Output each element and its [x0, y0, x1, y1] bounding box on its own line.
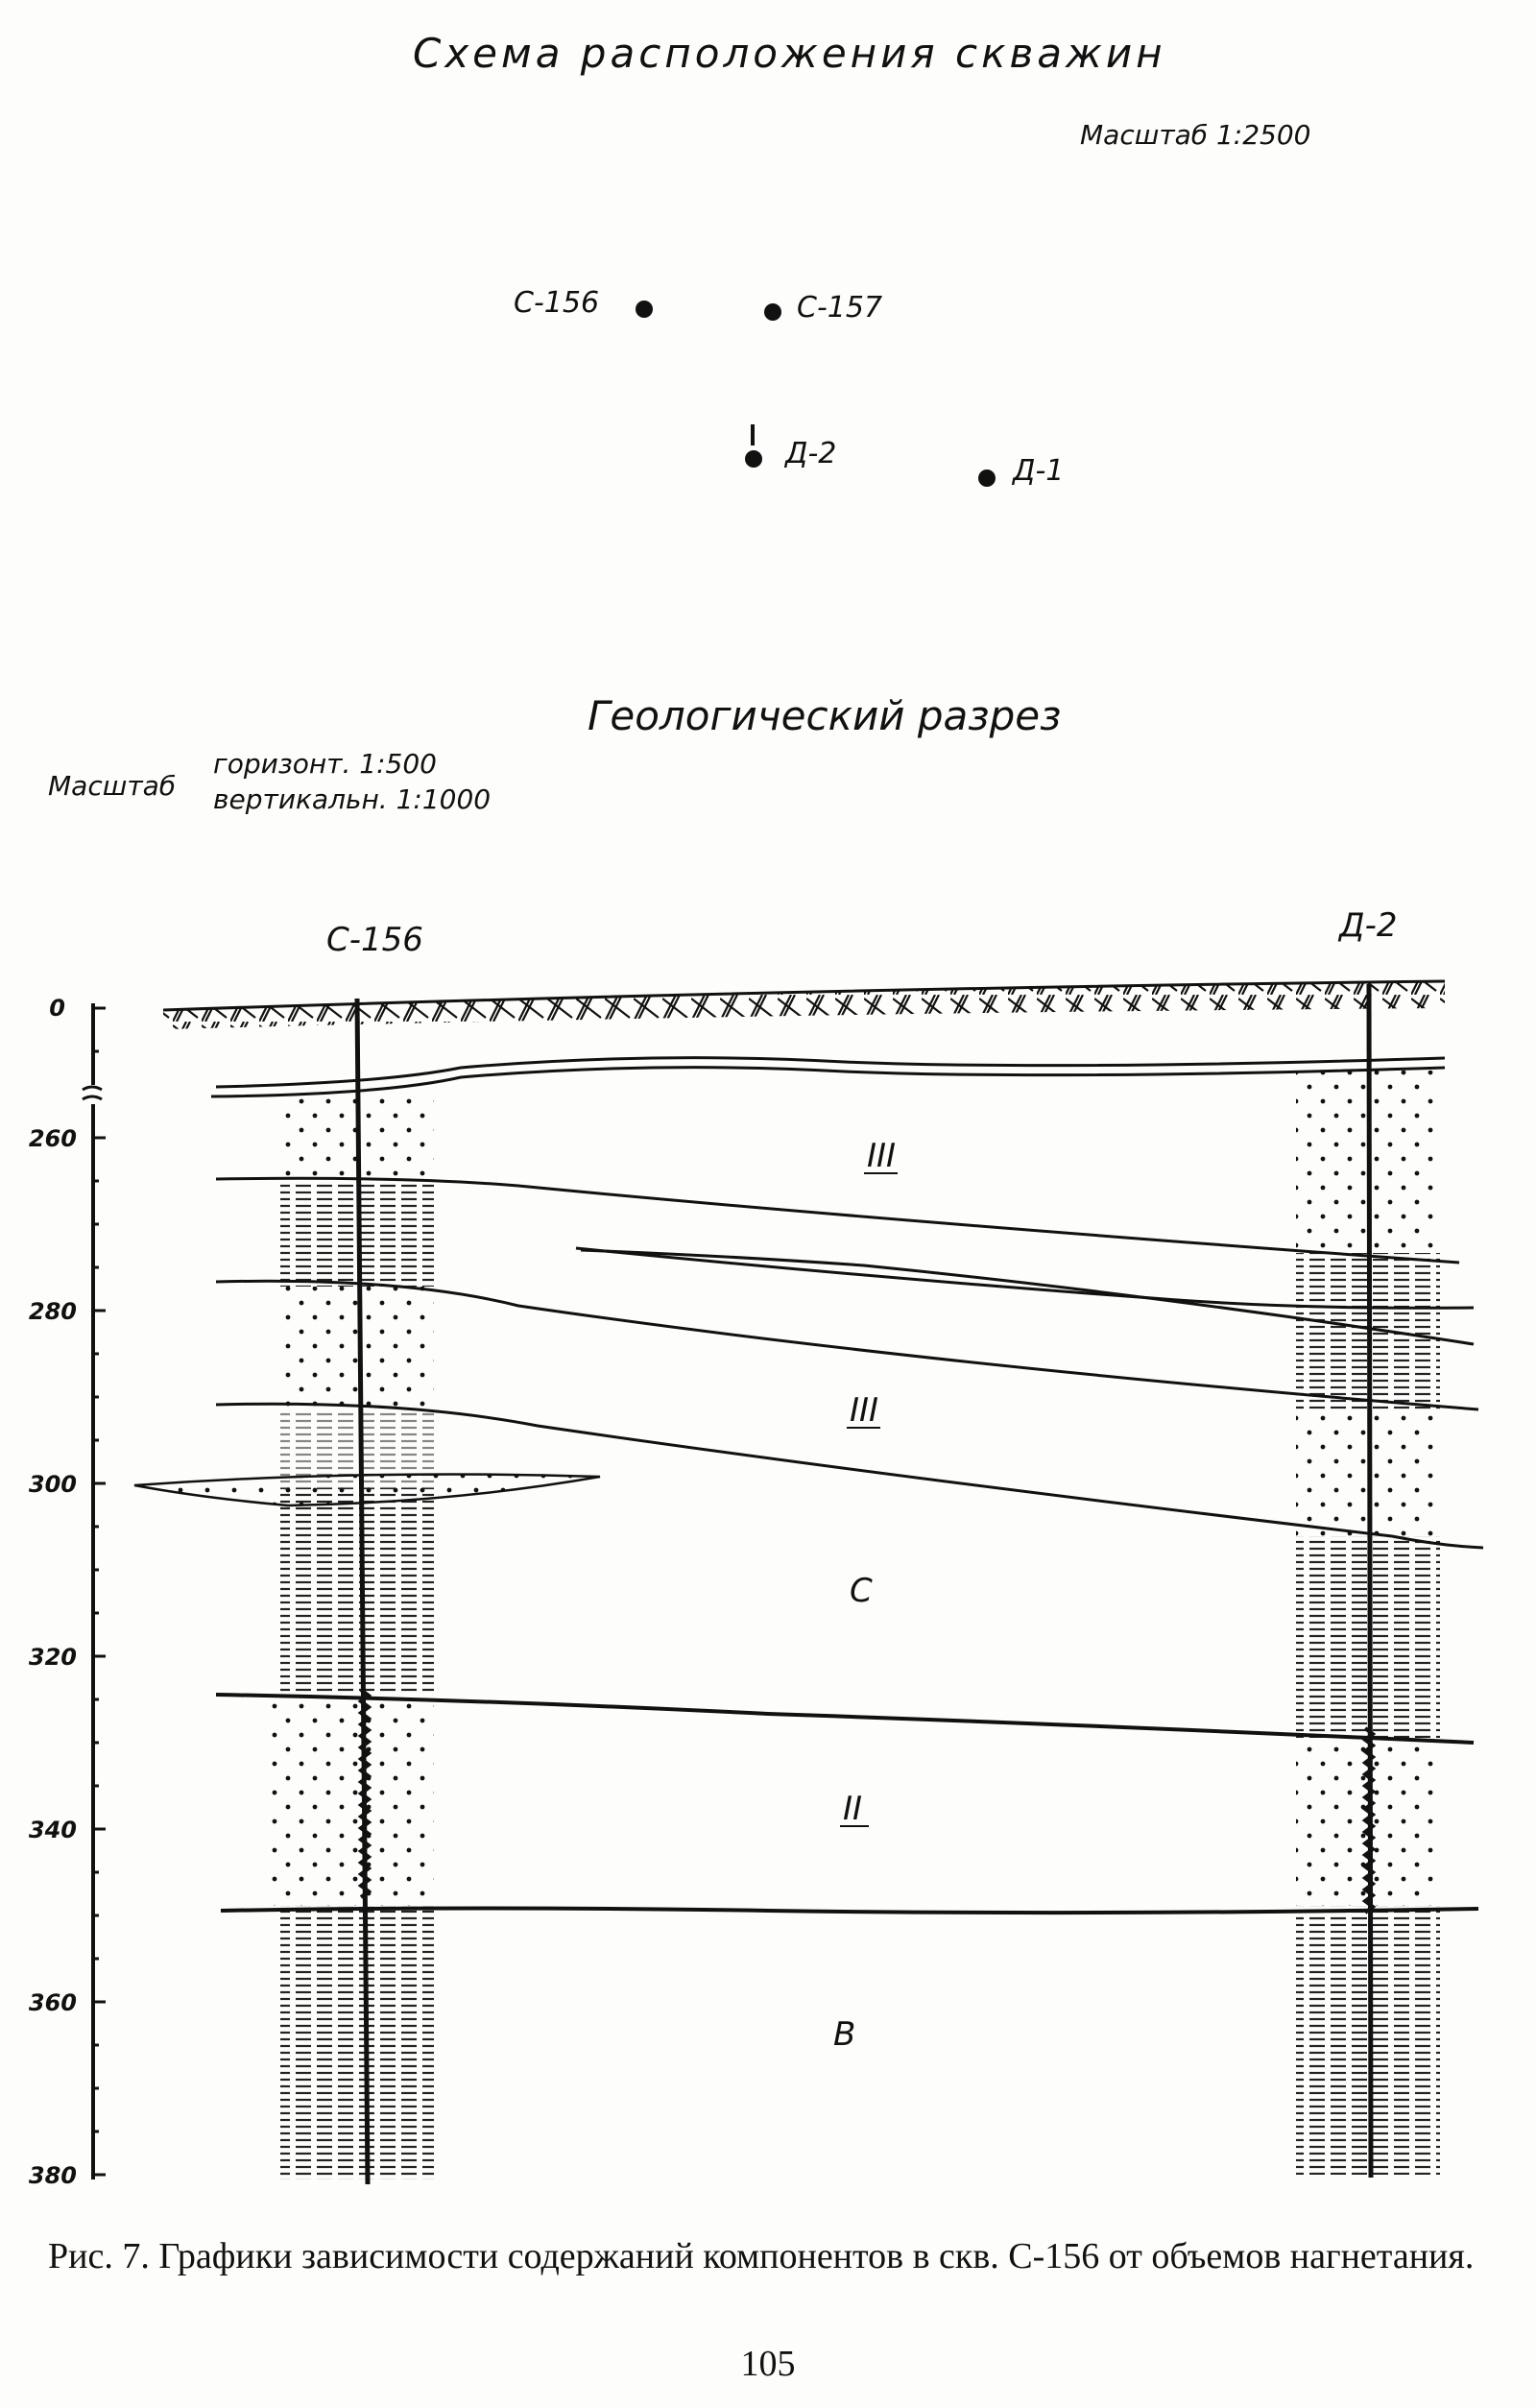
scheme-title: Схема расположения скважин — [413, 30, 1166, 77]
depth-tick-340: 340 — [28, 1817, 77, 1843]
bore-right — [1369, 984, 1371, 2178]
well-label-s156: С-156 — [514, 286, 600, 320]
layer-label-iii-lower: III — [850, 1391, 879, 1430]
depth-tick-280: 280 — [28, 1298, 77, 1325]
well-marker-d2 — [745, 424, 762, 468]
figure-caption: Рис. 7. Графики зависимости содержаний компонентов в скв. С-156 от объемов нагнетания. — [48, 2236, 1475, 2276]
well-left-label: С-156 — [326, 921, 423, 959]
depth-tick-260: 260 — [28, 1125, 77, 1152]
well-scheme — [413, 30, 1310, 488]
section-header — [48, 692, 1397, 959]
well-right-label: Д-2 — [1339, 906, 1398, 945]
sand-lens — [134, 1474, 600, 1505]
well-label-d1: Д-1 — [1013, 454, 1065, 488]
well-label-d2: Д-2 — [785, 437, 837, 470]
section-title: Геологический разрез — [588, 692, 1062, 739]
axis-break-icon — [83, 1087, 102, 1099]
layer-label-c: C — [850, 1572, 873, 1610]
well-marker-d1 — [978, 470, 996, 487]
depth-tick-360: 360 — [28, 1989, 77, 2016]
well-marker-s157 — [764, 303, 781, 321]
depth-tick-380: 380 — [28, 2162, 77, 2189]
layer-label-ii: II — [843, 1790, 863, 1828]
layer-label-iii-upper: III — [867, 1137, 897, 1175]
depth-tick-300: 300 — [28, 1471, 77, 1498]
depth-tick-320: 320 — [28, 1644, 77, 1671]
layer-label-b: B — [833, 2015, 856, 2054]
section-scale-horizontal: горизонт. 1:500 — [213, 748, 437, 780]
depth-axis — [29, 995, 106, 2189]
section-scale-label: Масштаб — [48, 770, 177, 802]
well-column-left — [271, 1095, 434, 2179]
section-scale-vertical: вертикальн. 1:1000 — [213, 783, 492, 815]
page-number: 105 — [740, 2344, 796, 2384]
well-label-s157: С-157 — [797, 291, 883, 325]
well-marker-s156 — [636, 301, 653, 318]
depth-tick-0: 0 — [49, 995, 65, 1022]
scheme-scale: Масштаб 1:2500 — [1080, 119, 1311, 151]
